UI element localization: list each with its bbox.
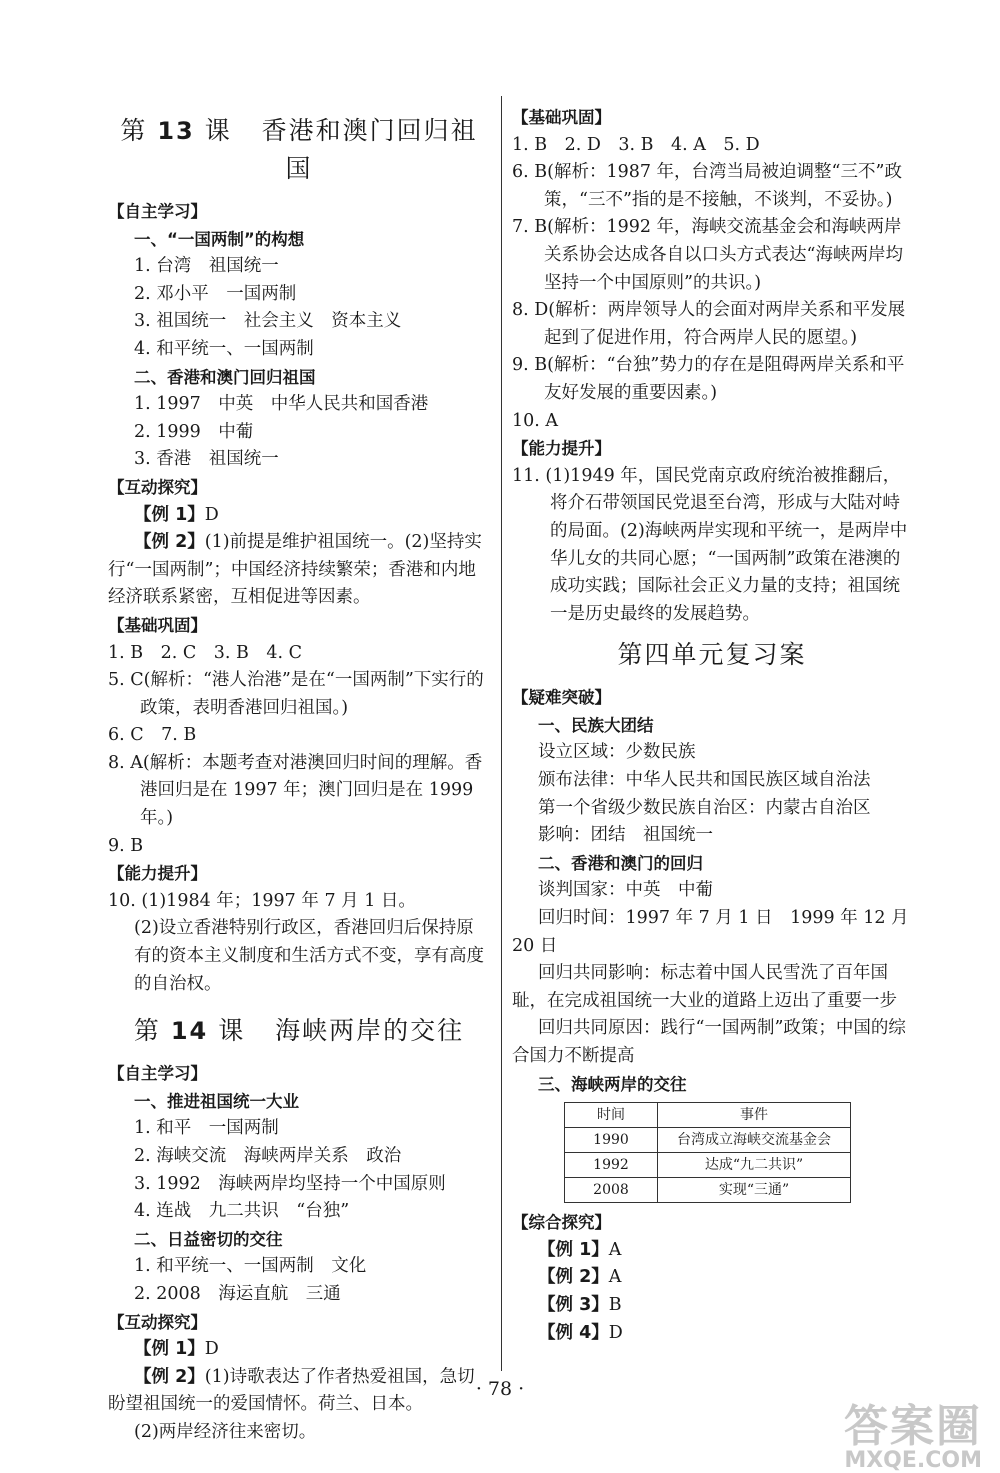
unit-review-title: 第四单元复习案	[617, 640, 807, 670]
column-divider	[501, 96, 502, 1371]
example-answer: 【例 3】B	[538, 1294, 622, 1315]
section-heading: 【综合探究】	[512, 1213, 611, 1233]
subsection-heading: 三、海峡两岸的交往	[538, 1074, 687, 1094]
watermark-logo	[844, 1390, 982, 1473]
lesson-14-title: 第 14 课 海峡两岸的交往	[133, 1016, 465, 1046]
events-table	[564, 1102, 851, 1203]
answer-line: 8. D(解析：两岸领导人的会面对两岸关系和平发展起到了促进作用，符合两岸人民的愿望。)	[512, 300, 906, 348]
table-header: 事件	[658, 1103, 851, 1128]
left-column	[108, 104, 490, 1447]
answer-line: 回归时间：1997 年 7 月 1 日 1999 年 12 月 20 日	[512, 908, 909, 956]
answer-line: 1. B 2. C 3. B 4. C	[108, 642, 303, 663]
answer-line: 设立区域：少数民族	[538, 742, 696, 763]
watermark-text: 答案圈	[844, 1401, 982, 1452]
subsection-heading: 一、推进祖国统一大业	[134, 1091, 299, 1111]
answer-line: 第一个省级少数民族自治区：内蒙古自治区	[538, 797, 871, 818]
answer-line: 回归共同原因：践行“一国两制”政策；中国的综合国力不断提高	[512, 1018, 906, 1066]
lesson-13-title: 第 13 课 香港和澳门回归祖国	[120, 116, 478, 183]
answer-line: 5. C(解析：“港人治港”是在“一国两制”下实行的政策，表明香港回归祖国。)	[108, 670, 484, 718]
answer-line: 4. 连战 九二共识 “台独”	[134, 1201, 350, 1222]
table-header: 时间	[565, 1103, 658, 1128]
answer-line: 2. 海峡交流 海峡两岸关系 政治	[134, 1146, 402, 1166]
section-heading: 【自主学习】	[108, 202, 207, 221]
answer-line: 谈判国家：中英 中葡	[538, 880, 713, 901]
subsection-heading: 一、民族大团结	[538, 715, 654, 735]
table-cell: 1992	[565, 1153, 658, 1178]
table-row	[565, 1178, 851, 1203]
answer-line: 3. 1992 海峡两岸均坚持一个中国原则	[134, 1173, 446, 1194]
answer-line: 9. B(解析：“台独”势力的存在是阻碍两岸关系和平友好发展的重要因素。)	[512, 355, 905, 403]
answer-line: 11. (1)1949 年，国民党南京政府统治被推翻后，将介石带领国民党退至台湾，形成与大陆对峙的局面。(2)海峡两岸实现和平统一，是两岸中华儿女的共同心愿；“一国两制”政策在港澳的成功实践；国际社会正义力量的支持；祖国统一是历史最终的发展趋势。	[512, 465, 908, 624]
section-heading: 【基础巩固】	[108, 615, 207, 635]
example-answer: 【例 1】D	[134, 1339, 219, 1360]
example-answer: 【例 1】A	[538, 1239, 622, 1260]
section-heading: 【自主学习】	[108, 1064, 207, 1084]
answer-line: 回归共同影响：标志着中国人民雪洗了百年国耻，在完成祖国统一大业的道路上迈出了重要一步	[512, 963, 897, 1011]
table-cell: 实现“三通”	[658, 1178, 851, 1203]
table-cell: 台湾成立海峡交流基金会	[658, 1128, 851, 1153]
answer-line: 10. (1)1984 年；1997 年 7 月 1 日。	[108, 890, 416, 911]
answer-line: 颁布法律：中华人民共和国民族区域自治法	[538, 770, 871, 791]
answer-line: 6. B(解析：1987 年，台湾当局被迫调整“三不”政策，“三不”指的是不接触，不谈判，不妥协。)	[512, 162, 902, 210]
subsection-heading: 一、“一国两制”的构想	[134, 229, 305, 249]
answer-line: 1. B 2. D 3. B 4. A 5. D	[512, 134, 760, 155]
section-heading: 【能力提升】	[512, 439, 611, 459]
subsection-heading: 二、香港和澳门回归祖国	[134, 367, 316, 387]
answer-line: 2. 2008 海运直航 三通	[134, 1283, 341, 1304]
table-row	[565, 1128, 851, 1153]
subsection-heading: 二、香港和澳门的回归	[538, 853, 703, 873]
table-header-row	[565, 1103, 851, 1128]
example-answer: 【例 1】D	[134, 504, 219, 525]
subsection-heading: 二、日益密切的交往	[134, 1229, 283, 1249]
answer-line: 1. 和平 一国两制	[134, 1118, 279, 1139]
answer-line: 9. B	[108, 835, 144, 856]
section-heading: 【疑难突破】	[512, 688, 611, 708]
answer-line: 8. A(解析：本题考查对港澳回归时间的理解。香港回归是在 1997 年；澳门回归是在 1999 年。)	[108, 752, 483, 829]
answer-line: 影响：团结 祖国统一	[538, 825, 713, 846]
answer-line: (2)两岸经济往来密切。	[134, 1421, 317, 1442]
answer-line: 2. 邓小平 一国两制	[134, 283, 297, 304]
section-heading: 【基础巩固】	[512, 108, 611, 127]
table-cell: 1990	[565, 1128, 658, 1153]
example-answer: 【例 2】A	[538, 1267, 622, 1288]
answer-line: 4. 和平统一、一国两制	[134, 338, 314, 359]
right-column	[512, 104, 912, 1347]
example-answer: 【例 2】(1)诗歌表达了作者热爱祖国，急切盼望祖国统一的爱国情怀。荷兰、日本。	[108, 1366, 475, 1415]
page-number: · 78 ·	[475, 1378, 525, 1400]
section-heading: 【互动探究】	[108, 477, 207, 497]
answer-line: (2)设立香港特别行政区，香港回归后保持原有的资本主义制度和生活方式不变，享有高度的自治权。	[134, 918, 484, 994]
answer-line: 1. 和平统一、一国两制 文化	[134, 1256, 367, 1277]
section-heading: 【互动探究】	[108, 1312, 207, 1332]
answer-line: 2. 1999 中葡	[134, 421, 254, 442]
example-answer: 【例 2】(1)前提是维护祖国统一。(2)坚持实行“一国两制”；中国经济持续繁荣；香港和内地经济联系紧密，互相促进等因素。	[108, 532, 482, 608]
answer-line: 3. 祖国统一 社会主义 资本主义	[134, 311, 402, 332]
watermark-url: MXQE.COM	[844, 1448, 982, 1473]
table-cell: 2008	[565, 1178, 658, 1203]
answer-line: 3. 香港 祖国统一	[134, 449, 279, 470]
answer-line: 1. 台湾 祖国统一	[134, 256, 279, 277]
answer-line: 1. 1997 中英 中华人民共和国香港	[134, 394, 429, 415]
table-row	[565, 1153, 851, 1178]
example-answer: 【例 4】D	[538, 1322, 623, 1343]
answer-line: 7. B(解析：1992 年，海峡交流基金会和海峡两岸关系协会达成各自以口头方式表达“海峡两岸均坚持一个中国原则”的共识。)	[512, 217, 903, 293]
answer-line: 10. A	[512, 410, 559, 431]
table-cell: 达成“九二共识”	[658, 1153, 851, 1178]
answer-line: 6. C 7. B	[108, 725, 197, 746]
section-heading: 【能力提升】	[108, 864, 207, 884]
